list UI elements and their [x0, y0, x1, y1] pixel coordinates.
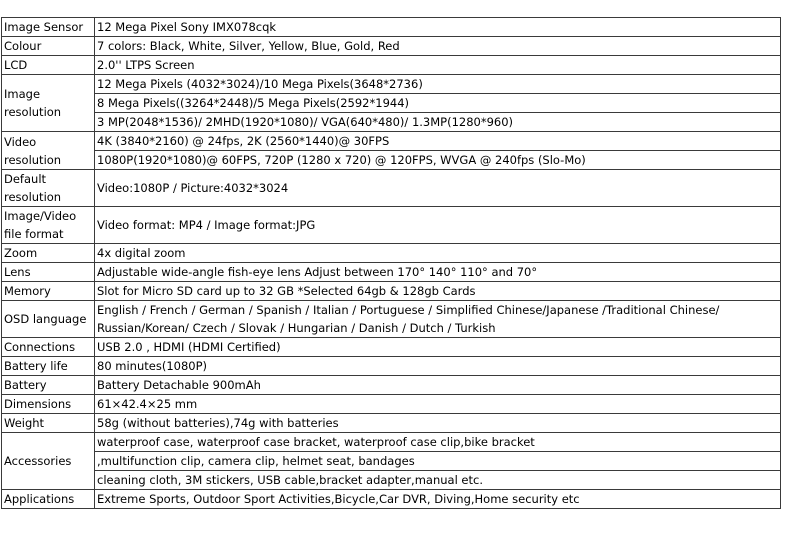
row-label: Colour: [2, 37, 95, 56]
row-label: Image resolution: [2, 75, 95, 132]
row-video-resolution-cont: [2, 151, 781, 170]
row-battery: [2, 376, 781, 395]
row-label: Dimensions: [2, 395, 95, 414]
row-accessories-cont: [2, 452, 781, 471]
row-label: Applications: [2, 490, 95, 509]
row-label: Video resolution: [2, 132, 95, 170]
row-colour: [2, 37, 781, 56]
row-value: 61×42.4×25 mm: [95, 395, 781, 414]
row-value: USB 2.0 , HDMI (HDMI Certified): [95, 338, 781, 357]
row-label: Image Sensor: [2, 18, 95, 37]
row-zoom: [2, 244, 781, 263]
row-value: 4K (3840*2160) @ 24fps, 2K (2560*1440)@ 30FPS: [95, 132, 781, 151]
row-file-format: [2, 207, 781, 244]
row-value: English / French / German / Spanish / Italian / Portuguese / Simplified Chinese/Japanese /Traditional Chinese/ Russian/Korean/ Czech / Slovak / Hungarian / Danish / Dutch / Turkish: [95, 301, 781, 338]
row-value: waterproof case, waterproof case bracket, waterproof case clip,bike bracket: [95, 433, 781, 452]
row-image-resolution: [2, 75, 781, 94]
row-image-resolution-cont: [2, 94, 781, 113]
row-label: LCD: [2, 56, 95, 75]
row-lcd: [2, 56, 781, 75]
row-value: Video:1080P / Picture:4032*3024: [95, 170, 781, 207]
row-osd-language: [2, 301, 781, 338]
row-value: 4x digital zoom: [95, 244, 781, 263]
row-image-sensor: [2, 18, 781, 37]
row-value: 7 colors: Black, White, Silver, Yellow, Blue, Gold, Red: [95, 37, 781, 56]
row-accessories-cont: [2, 471, 781, 490]
row-video-resolution: [2, 132, 781, 151]
row-label: Lens: [2, 263, 95, 282]
row-battery-life: [2, 357, 781, 376]
row-label: Battery life: [2, 357, 95, 376]
row-value: 1080P(1920*1080)@ 60FPS, 720P (1280 x 720) @ 120FPS, WVGA @ 240fps (Slo-Mo): [95, 151, 781, 170]
row-dimensions: [2, 395, 781, 414]
row-label: OSD language: [2, 301, 95, 338]
row-value: ,multifunction clip, camera clip, helmet seat, bandages: [95, 452, 781, 471]
row-label: Default resolution: [2, 170, 95, 207]
row-value: Battery Detachable 900mAh: [95, 376, 781, 395]
row-label: Weight: [2, 414, 95, 433]
row-value: 3 MP(2048*1536)/ 2MHD(1920*1080)/ VGA(640*480)/ 1.3MP(1280*960): [95, 113, 781, 132]
row-label: Memory: [2, 282, 95, 301]
row-value: 8 Mega Pixels((3264*2448)/5 Mega Pixels(2592*1944): [95, 94, 781, 113]
row-label: Battery: [2, 376, 95, 395]
row-label: Zoom: [2, 244, 95, 263]
row-value: 12 Mega Pixel Sony IMX078cqk: [95, 18, 781, 37]
row-value: Video format: MP4 / Image format:JPG: [95, 207, 781, 244]
row-default-resolution: [2, 170, 781, 207]
row-label: Accessories: [2, 433, 95, 490]
row-value: Extreme Sports, Outdoor Sport Activities,Bicycle,Car DVR, Diving,Home security etc: [95, 490, 781, 509]
row-label: Connections: [2, 338, 95, 357]
row-label: Image/Video file format: [2, 207, 95, 244]
row-value: 2.0'' LTPS Screen: [95, 56, 781, 75]
row-value: Adjustable wide-angle fish-eye lens Adjust between 170° 140° 110° and 70°: [95, 263, 781, 282]
row-value: 80 minutes(1080P): [95, 357, 781, 376]
row-value: 12 Mega Pixels (4032*3024)/10 Mega Pixels(3648*2736): [95, 75, 781, 94]
row-image-resolution-cont: [2, 113, 781, 132]
row-connections: [2, 338, 781, 357]
row-weight: [2, 414, 781, 433]
row-lens: [2, 263, 781, 282]
row-applications: [2, 490, 781, 509]
spec-table: [1, 17, 781, 509]
row-accessories: [2, 433, 781, 452]
row-memory: [2, 282, 781, 301]
row-value: cleaning cloth, 3M stickers, USB cable,bracket adapter,manual etc.: [95, 471, 781, 490]
row-value: 58g (without batteries),74g with batteries: [95, 414, 781, 433]
row-value: Slot for Micro SD card up to 32 GB *Selected 64gb & 128gb Cards: [95, 282, 781, 301]
